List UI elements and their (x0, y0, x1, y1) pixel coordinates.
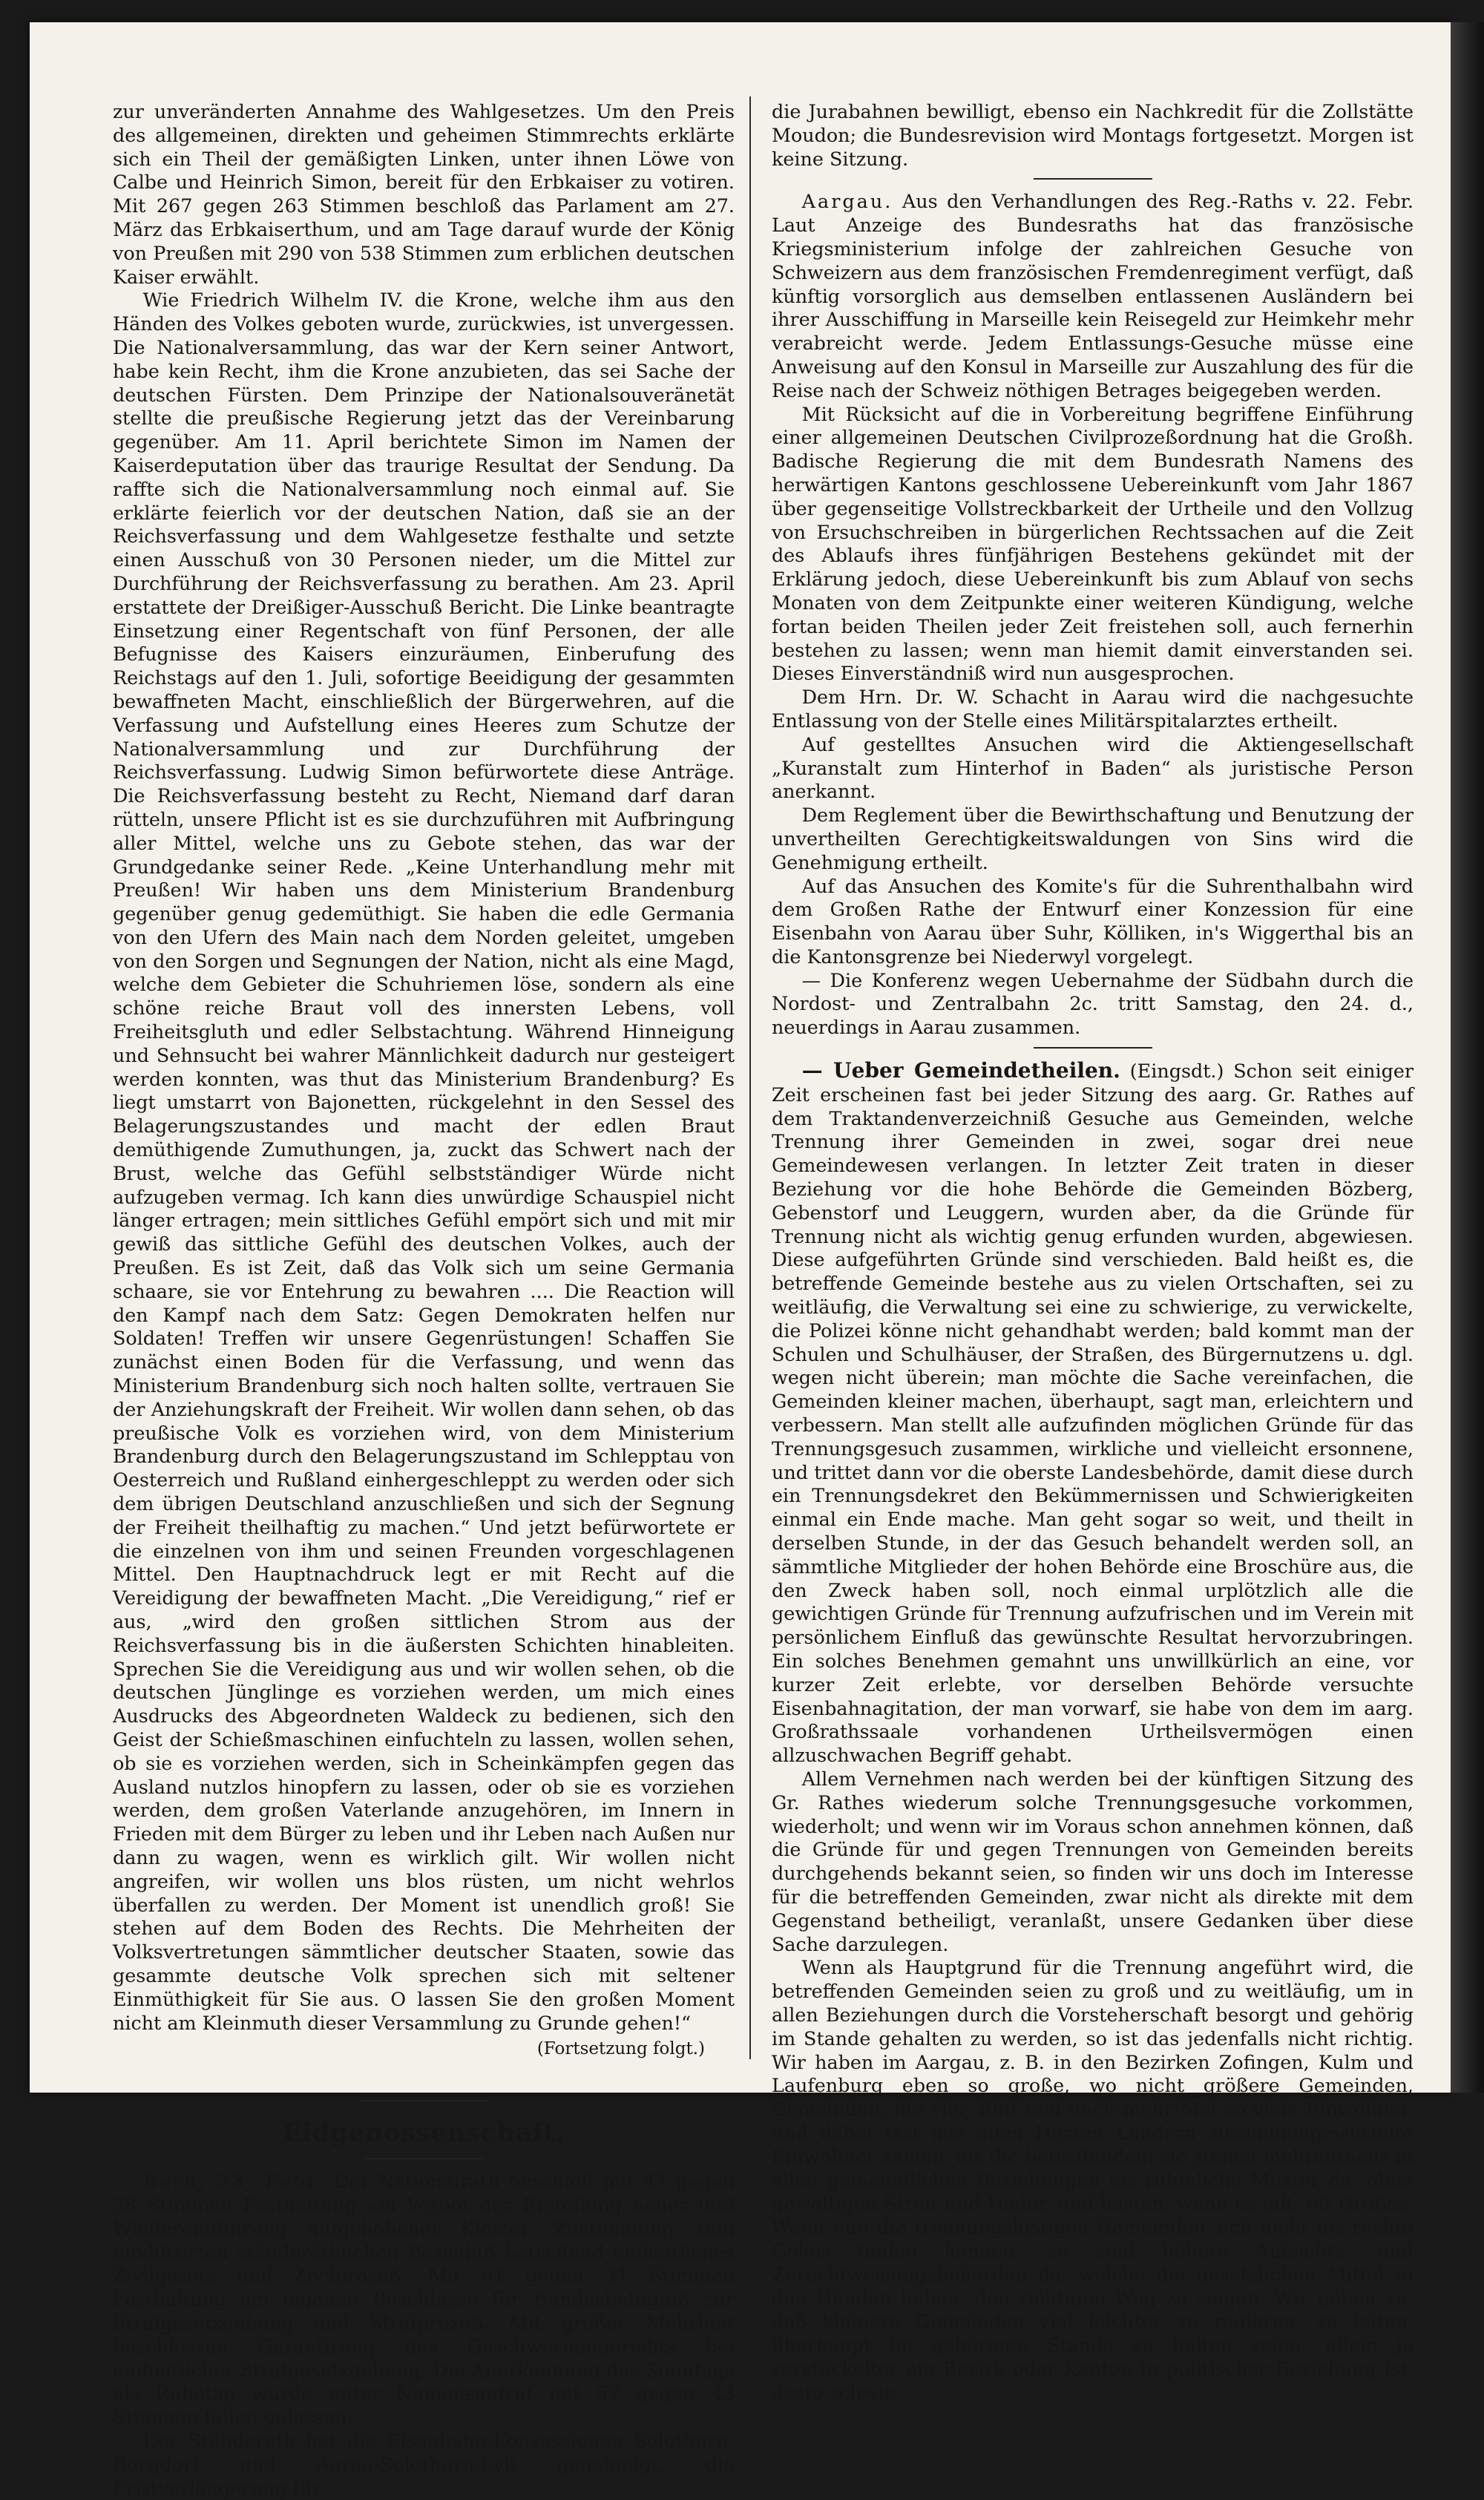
schacht-paragraph: Dem Hrn. Dr. W. Schacht in Aarau wird die nachgesuchte Entlassung von der Stelle eines Militärspitalarztes ertheilt. (772, 686, 1414, 732)
binding-gutter (1451, 22, 1484, 2093)
aargau-text: Aus den Verhandlungen des Reg.-Raths v. 22. Febr. Laut Anzeige des Bundesraths hat das französische Kriegsministerium infolge der zahlreichen Gesuche von Schweizern aus dem französischen Fremdenregiment verfügt, daß künftig vorsorglich aus demselben entlassenen Ausländern bei ihrer Ausschiffung in Marseille kein Reisegeld zur Heimkehr mehr verabreicht werde. Jedem Entlassungs-Gesuche müsse eine Anweisung auf den Konsul in Marseille zur Auszahlung des für die Reise nach der Schweiz nöthigen Betrages beigegeben werden. (772, 190, 1414, 401)
section-title-eidgenossenschaft: Eidgenossenschaft. (282, 2118, 565, 2148)
gemeindetheilen-paragraph-1 (772, 1059, 1414, 1768)
right-column (772, 100, 1414, 2404)
column-divider (749, 96, 751, 2059)
konferenz-paragraph: — Die Konferenz wegen Uebernahme der Südbahn durch die Nordost- und Zentralbahn 2c. tritt Samstag, den 24. d., neuerdings in Aarau zusammen. (772, 968, 1414, 1039)
continuation-note: (Fortsetzung folgt.) (536, 2039, 705, 2059)
newspaper-page (30, 22, 1451, 2499)
bern-paragraph (113, 2170, 735, 2430)
gemeindetheilen-heading: — Ueber Gemeindetheilen. (801, 1058, 1120, 1083)
civilprozess-paragraph: Mit Rücksicht auf die in Vorbereitung begriffene Einführung einer allgemeinen Deutschen Civilprozeßordnung hat die Großh. Badische Regierung die mit dem Bundesrath Namens des herwärtigen Kantons geschlossene Uebereinkunft vom Jahr 1867 über gegenseitige Vollstreckbarkeit der Urtheile und den Vollzug von Ersuchschreiben in bürgerlichen Rechtssachen auf die Zeit des Ablaufs ihres fünfjährigen Bestehens gekündet mit der Erklärung jedoch, diese Uebereinkunft bis zum Ablauf von sechs Monaten von dem Zeitpunkte einer weiteren Kündigung, welche fortan beiden Theilen jeder Zeit freistehen soll, auch fernerhin bestehen zu lassen; wenn man hiemit damit einverstanden sei. Dieses Einverständniß wird nun ausgesprochen. (772, 402, 1414, 685)
left-paragraph-2: Wie Friedrich Wilhelm IV. die Krone, welche ihm aus den Händen des Volkes geboten wurde, zurückwies, ist unvergessen. Die Nationalversammlung, das war der Kern seiner Antwort, habe kein Recht, ihm die Krone anzubieten, das sei Sache der deutschen Fürsten. Dem Prinzipe der Nationalsouveränetät stellte die preußische Regierung jetzt das der Vereinbarung gegenüber. Am 11. April berichtete Simon im Namen der Kaiserdeputation über das traurige Resultat der Sendung. Da raffte sich die Nationalversammlung noch einmal auf. Sie erklärte feierlich vor der deutschen Nation, daß sie an der Reichsverfassung und dem Wahlgesetze festhalte und setzte einen Ausschuß von 30 Personen nieder, um die Mittel zur Durchführung der Reichsverfassung zu berathen. Am 23. April erstattete der Dreißiger-Ausschuß Bericht. Die Linke beantragte Einsetzung einer Regentschaft von fünf Personen, der alle Befugnisse des Kaisers einzuräumen, Einberufung des Reichstags auf den 1. Juli, sofortige Beeidigung der gesammten bewaffneten Macht, einschließlich der Bürgerwehren, auf die Verfassung und Aufstellung eines Heeres zum Schutze der Nationalversammlung und zur Durchführung der Reichsverfassung. Ludwig Simon befürwortete diese Anträge. Die Reichsverfassung besteht zu Recht, Niemand darf daran rütteln, unsere Pflicht ist es sie durchzuführen mit Aufbringung aller Mittel, welche uns zu Gebote stehen, das war der Grundgedanke seiner Rede. „Keine Unterhandlung mehr mit Preußen! Wir haben uns dem Ministerium Brandenburg gegenüber genug gedemüthigt. Sie haben die edle Germania von den Ufern des Main nach dem Norden geleitet, umgeben von den Sorgen und Segnungen der Nation, nicht als eine Magd, welche dem Gebieter die Schuhriemen löse, sondern als eine schöne reiche Braut voll des innersten Lebens, voll Freiheitsgluth und edler Selbstachtung. Während Hinneigung und Sehnsucht bei wahrer Männlichkeit dadurch nur gesteigert werden konnten, was thut das Ministerium Brandenburg? Es liegt umstarrt von Bajonetten, rückgelehnt in den Sessel des Belagerungszustandes und macht der edlen Braut demüthigende Zumuthungen, ja, zuckt das Schwert nach der Brust, welche das Gefühl selbstständiger Würde nicht aufzugeben vermag. Ich kann dies unwürdige Schauspiel nicht länger ertragen; mein sittliches Gefühl empört sich und mit mir gewiß das sittliche Gefühl des deutschen Volkes, auch der Preußen. Es ist Zeit, daß das Volk sich um seine Germania schaare, sie vor Entehrung zu bewahren .... Die Reaction will den Kampf nach dem Satz: Gegen Demokraten helfen nur Soldaten! Treffen wir unsere Gegenrüstungen! Schaffen Sie zunächst einen Boden für die Verfassung, und wenn das Ministerium Brandenburg sich noch halten sollte, vertrauen Sie der Anziehungskraft der Freiheit. Wir wollen dann sehen, ob das preußische Volk es vorziehen wird, von dem Ministerium Brandenburg durch den Belagerungszustand im Schlepptau von Oesterreich und Rußland einhergeschleppt zu werden oder sich dem übrigen Deutschland anzuschließen und sich der Segnung der Freiheit theilhaftig zu machen.“ Und jetzt befürwortete er die einzelnen von ihm und seinen Freunden vorgeschlagenen Mittel. Den Hauptnachdruck legt er mit Recht auf die Vereidigung der bewaffneten Macht. „Die Vereidigung,“ rief er aus, „wird den großen sittlichen Strom aus der Reichsverfassung bis in die äußersten Schichten hinableiten. Sprechen Sie die Vereidigung aus und wir wollen sehen, ob die deutschen Jünglinge es vorziehen werden, um mich eines Ausdrucks des Abgeordneten Waldeck zu bedienen, sich den Geist der Schießmaschinen einfuchteln zu lassen, wollen sehen, ob sie es vorziehen werden, sich in Scheinkämpfen gegen das Ausland nutzlos hinopfern zu lassen, oder ob sie es vorziehen werden, dem großen Vaterlande anzugehören, im Innern in Frieden mit dem Bürger zu leben und ihr Leben nach Außen nur dann zu wagen, wenn es wirklich gilt. Wir wollen nicht angreifen, wir wollen uns blos rüsten, um nicht wehrlos überfallen zu werden. Der Moment ist unendlich groß! Sie stehen auf dem Boden des Rechts. Die Mehrheiten der Volksvertretungen sämmtlicher deutscher Staaten, sowie das gesammte deutsche Volk sprechen sich mit seltener Einmüthigkeit für Sie aus. O lassen Sie den großen Moment nicht am Kleinmuth dieser Versammlung zu Grunde gehen!“ (113, 289, 735, 2034)
gemeindetheilen-note: (Eingsdt.) (1129, 1060, 1224, 1083)
gemeindetheilen-text-1: Schon seit einiger Zeit erscheinen fast bei jeder Sitzung des aarg. Gr. Rathes auf dem Traktandenverzeichniß Gesuche aus Gemeinden, welche Trennung ihrer Gemeinden in zwei, sogar drei neue Gemeindewesen verlangen. In letzter Zeit traten in dieser Beziehung vor die hohe Behörde die Gemeinden Bözberg, Gebenstorf und Leuggern, wurden aber, da die Gründe für Trennung nicht als wichtig genug erfunden wurden, abgewiesen. Diese aufgeführten Gründe sind verschieden. Bald heißt es, die betreffende Gemeinde bestehe aus zu vielen Ortschaften, sei zu weitläufig, die Verwaltung sei eine zu schwierige, zu verwickelte, die Polizei könne nicht gehandhabt werden; bald kommt man der Schulen und Schulhäuser, der Straßen, des Bürgernutzens u. dgl. wegen nicht überein; man möchte die Sache vereinfachen, die Gemeinden kleiner machen, überhaupt, sagt man, erleichtern und verbessern. Man stellt alle aufzufinden möglichen Gründe für das Trennungsgesuch zusammen, wirkliche und vielleicht ersonnene, und trittet dann vor die oberste Landesbehörde, damit diese durch ein Trennungsdekret den Bekümmernissen und Schwierigkeiten einmal ein Ende mache. Man geht sogar so weit, und theilt in derselben Stunde, in der das Gesuch behandelt werden soll, an sämmtliche Mitglieder der hohen Behörde eine Broschüre aus, die den Zweck haben soll, noch einmal urplötzlich alle die gewichtigen Gründe für Trennung aufzufrischen und im Verein mit persönlichem Einfluß das gewünschte Resultat hervorzubringen. Ein solches Benehmen gemahnt uns unwillkürlich an eine, vor kurzer Zeit erlebte, vor derselben Behörde versuchte Eisenbahnagitation, der man vorwarf, sie habe von dem im aarg. Großrathssaale vorhandenen Urtheilsvermögen einen allzuschwachen Begriff gehabt. (772, 1060, 1414, 1767)
suhrenthalbahn-paragraph: Auf das Ansuchen des Komite's für die Suhrenthalbahn wird dem Großen Rathe der Entwurf einer Konzession für eine Eisenbahn von Aarau über Suhr, Kölliken, in's Wiggerthal bis an die Kantonsgrenze bei Niederwyl vorgelegt. (772, 874, 1414, 968)
section-title-underline (364, 2158, 483, 2159)
section-rule (361, 2100, 487, 2102)
reglement-paragraph: Dem Reglement über die Bewirthschaftung und Benutzung der unvertheilten Gerechtigkeitswaldungen von Sins wird die Genehmigung ertheilt. (772, 804, 1414, 873)
staenderath-paragraph: Der Ständerath hat die Eisenbahn-Konzessionen Solothurn-Burgdorf und Aarau-Solothurn-Lyß genehmigt, die Fristverlängerung für (113, 2429, 735, 2499)
bern-text: Der Nationalrath beschloß mit 47 gegen 38 Stimmen Festhaltung am Verbot der Erstellung neuer und Wiedereinführung aufgehobener Klöster. Zustimmung zum modifizirten ständeräthlichen Beschluß betreffend einheitliches Zivilgesetz und Zivilprozeß. Mit 61 gegen 31 Stimmen Festhaltung am eigenen Beschlusse für Bundesbefugniß zur Strafgesetzgebung und Strafprozeß. Mit großer Mehrheit beschlossen Garantirung des Geschwornengerichts bei einheitlicher Strafgesetzgebung. Die Anerkennung des Sonntags als Ruhetag wurde unter Namensaufruf mit 57 gegen 43 Stimmen fallen gelassen. (113, 2170, 735, 2429)
gemeindetheilen-paragraph-2: Allem Vernehmen nach werden bei der künftigen Sitzung des Gr. Rathes wiederum solche Trennungsgesuche vorkommen, wiederholt; und wenn wir im Voraus schon annehmen können, daß die Gründe für und gegen Trennungen von Gemeinden bereits durchgehends bekannt seien, so finden wir uns doch im Interesse für die betreffenden Gemeinden, zwar nicht als direkte mit dem Gegenstand betheiligt, veranlaßt, unsere Gedanken über diese Sache darzulegen. (772, 1767, 1414, 1955)
gemeindetheilen-paragraph-3: Wenn als Hauptgrund für die Trennung angeführt wird, die betreffenden Gemeinden seien zu groß und zu weitläufig, um in allen Beziehungen durch die Vorsteherschaft besorgt und gehörig im Stande gehalten zu werden, so ist das jedenfalls nicht richtig. Wir haben im Aargau, z. B. in den Bezirken Zofingen, Kulm und Laufenburg eben so große, wo nicht größere Gemeinden, Gemeinden, die vier, fünf und noch mehr Mal so viele Einwohner, und dabei fast aus allen Herren Ländern zusammengewürfelte Einwohner zählen, als die betreffenden; sie stehen mehrentheils in allen gemeindlichen Beziehungen als rühmliche Muster da, ohne gewaltigen Streit und Hader, und leisten, wenn es gilt, oft Großes. Wenn nun die trennungslustigen Gemeinden sich nicht ins rechte Geleis finden können, so sind höhere Aufsichts- und Zurechtweisungsbehörden da, welche die gesetzlichen Mittel in den Händen haben, den richtigen Weg zu zeigen. Wir geben zu, daß kleinere Gemeinden viel leichter zu regieren, zu leiten, überhaupt im gehörigen Stande zu halten seien; allein je zerstückelter ein Bezirk oder Kanton in politischer Beziehung ist, desto schwie- (772, 1956, 1414, 2404)
bern-dateline: Bern, 23. Febr. (142, 2170, 325, 2193)
article-separator (1034, 178, 1152, 180)
left-paragraph-1: zur unveränderten Annahme des Wahlgesetzes. Um den Preis des allgemeinen, direkten und geheimen Stimmrechts erklärte sich ein Theil der gemäßigten Linken, unter ihnen Löwe von Calbe und Heinrich Simon, bereit für den Erbkaiser zu votiren. Mit 267 gegen 263 Stimmen beschloß das Parlament am 27. März das Erbkaiserthum, und am Tage darauf wurde der König von Preußen mit 290 von 538 Stimmen zum erblichen deutschen Kaiser erwählt. (113, 100, 735, 288)
aargau-paragraph (772, 190, 1414, 402)
article-separator-2 (1034, 1047, 1152, 1049)
right-continuation: die Jurabahnen bewilligt, ebenso ein Nachkredit für die Zollstätte Moudon; die Bundesrevision wird Montags fortgesetzt. Morgen ist keine Sitzung. (772, 100, 1414, 170)
kuranstalt-paragraph: Auf gestelltes Ansuchen wird die Aktiengesellschaft „Kuranstalt zum Hinterhof in Baden“ als juristische Person anerkannt. (772, 732, 1414, 803)
aargau-dateline: Aargau. (801, 190, 893, 213)
left-column (113, 100, 735, 2499)
